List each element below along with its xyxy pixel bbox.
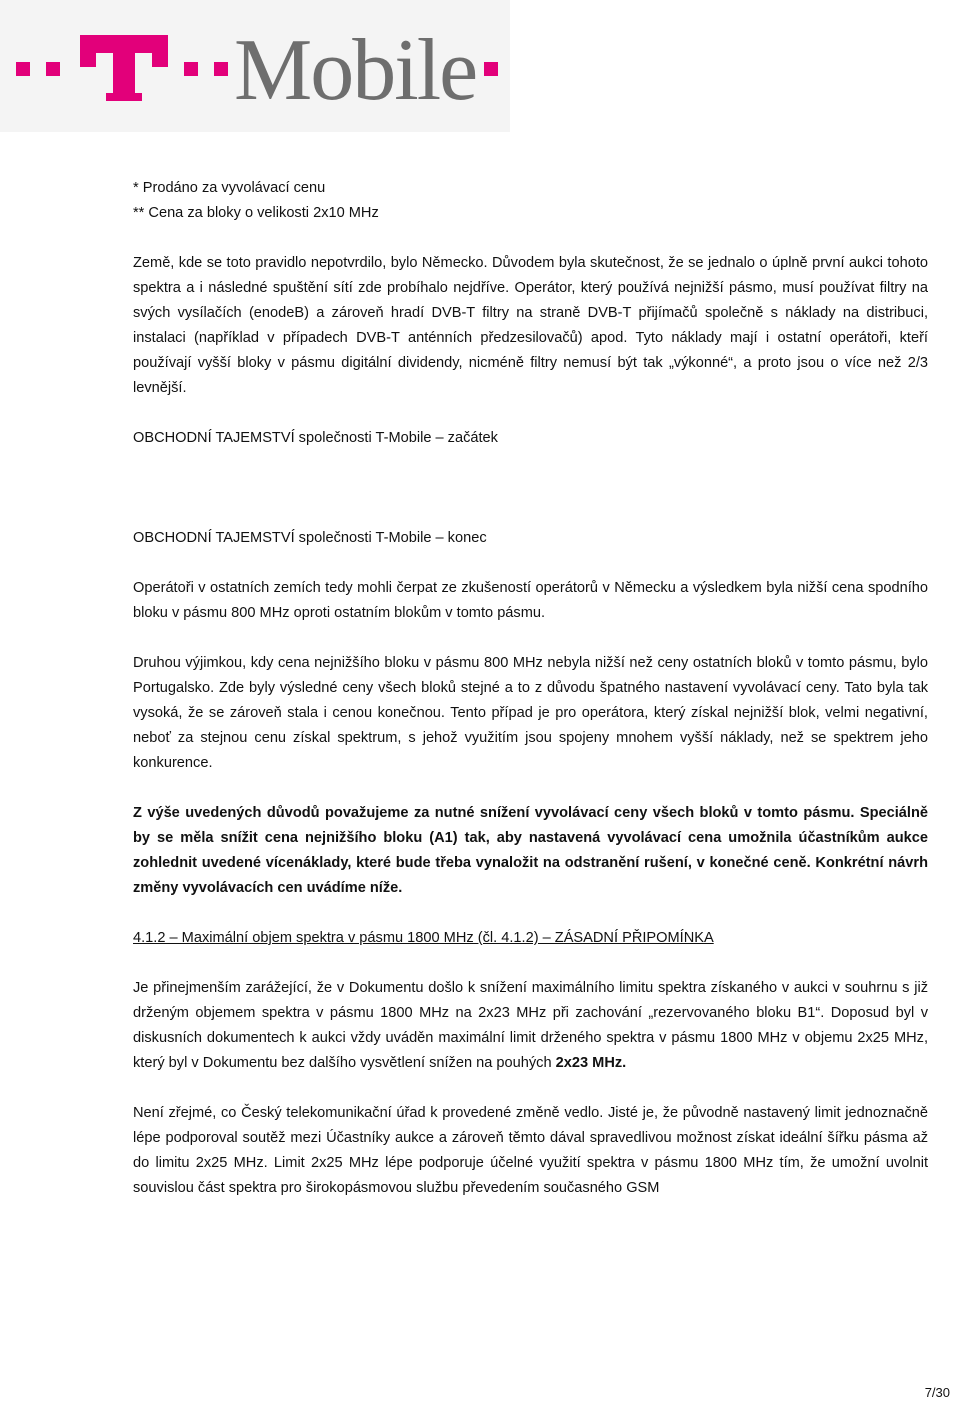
- footnote-2: ** Cena za bloky o velikosti 2x10 MHz: [133, 205, 379, 221]
- footnote-1: * Prodáno za vyvolávací cenu: [133, 180, 326, 196]
- paragraph-max-spectrum-text: Je přinejmenším zarážející, že v Dokumentu došlo k snížení maximálního limitu spektra získaného v aukci v souhrnu s již drženým objemem spektra v pásmu 1800 MHz na 2x23 MHz při zachování „rezervovaného bloku B1“. Doposud byl v diskusních dokumentech k aukci vždy uváděn maximální limit drženého spektra v pásmu 1800 MHz v objemu 2x25 MHz, který byl v Dokumentu bez dalšího vysvětlení snížen na pouhých: [133, 980, 928, 1071]
- paragraph-ctu: Není zřejmé, co Český telekomunikační úřad k provedené změně vedlo. Jisté je, že původně nastavený limit jednoznačně lépe podporoval soutěž mezi Účastníky aukce a zároveň těmto dával spravedlivou možnost získat ideální šířku pásma až do limitu 2x25 MHz. Limit 2x25 MHz lépe podporuje účelné využití spektra v pásmu 1800 MHz tím, že umožní uvolnit souvislou část spektra pro širokopásmovou službu převedením současného GSM: [133, 1105, 928, 1196]
- t-mobile-logo: [0, 0, 510, 132]
- svg-text:Mobile: Mobile: [234, 22, 477, 119]
- trade-secret-end: OBCHODNÍ TAJEMSTVÍ společnosti T-Mobile – konec: [133, 530, 487, 546]
- paragraph-max-spectrum: [133, 976, 928, 1076]
- page-number: 7/30: [924, 1385, 950, 1400]
- trade-secret-start: OBCHODNÍ TAJEMSTVÍ společnosti T-Mobile – začátek: [133, 430, 498, 446]
- paragraph-germany: Země, kde se toto pravidlo nepotvrdilo, bylo Německo. Důvodem byla skutečnost, že se jednalo o úplně první aukci tohoto spektra a i následné spuštění sítí zde probíhalo nejdříve. Operátor, který používá nejnižší pásmo, musí používat filtry na svých vysílačích (enodeB) a zároveň hradí DVB-T filtry na straně DVB-T přijímačů společně s náklady na distribuci, instalaci (například v případech DVB-T anténních předzesilovačů) apod. Tyto náklady mají i ostatní operátoři, kteří používají vyšší bloky v pásmu digitální dividendy, nicméně filtry nemusí být tak „výkonné“, a proto jsou o více než 2/3 levnější.: [133, 255, 928, 396]
- paragraph-max-spectrum-bold: 2x23 MHz.: [555, 1055, 627, 1071]
- document-body: [133, 176, 928, 1201]
- paragraph-other-countries: Operátoři v ostatních zemích tedy mohli čerpat ze zkušeností operátorů v Německu a výsledkem byla nižší cena spodního bloku v pásmu 800 MHz oproti ostatním blokům v tomto pásmu.: [133, 580, 928, 621]
- paragraph-portugal: Druhou výjimkou, kdy cena nejnižšího bloku v pásmu 800 MHz nebyla nižší než ceny ostatních bloků v tomto pásmu, bylo Portugalsko. Zde byly výsledné ceny všech bloků stejné a to z důvodu špatného nastavení vyvolávací ceny. Tato byla tak vysoká, že se zároveň stala i cenou konečnou. Tento případ je pro operátora, který získal nejnižší blok, velmi negativní, neboť za stejnou cenu získal spektrum, s jehož využitím jsou spojeny mnohem vyšší náklady, než se spektrem jeho konkurence.: [133, 655, 928, 771]
- paragraph-conclusion: Z výše uvedených důvodů považujeme za nutné snížení vyvolávací ceny všech bloků v tomto pásmu. Speciálně by se měla snížit cena nejnižšího bloku (A1) tak, aby nastavená vyvolávací cena umožnila účastníkům aukce zohlednit uvedené vícenáklady, které bude třeba vynaložit na odstranění rušení, v konečné ceně. Konkrétní návrh změny vyvolávacích cen uvádíme níže.: [133, 805, 928, 896]
- section-heading: 4.1.2 – Maximální objem spektra v pásmu 1800 MHz (čl. 4.1.2) – ZÁSADNÍ PŘIPOMÍNKA: [133, 930, 714, 946]
- t-mobile-logo-graphic: [0, 0, 510, 132]
